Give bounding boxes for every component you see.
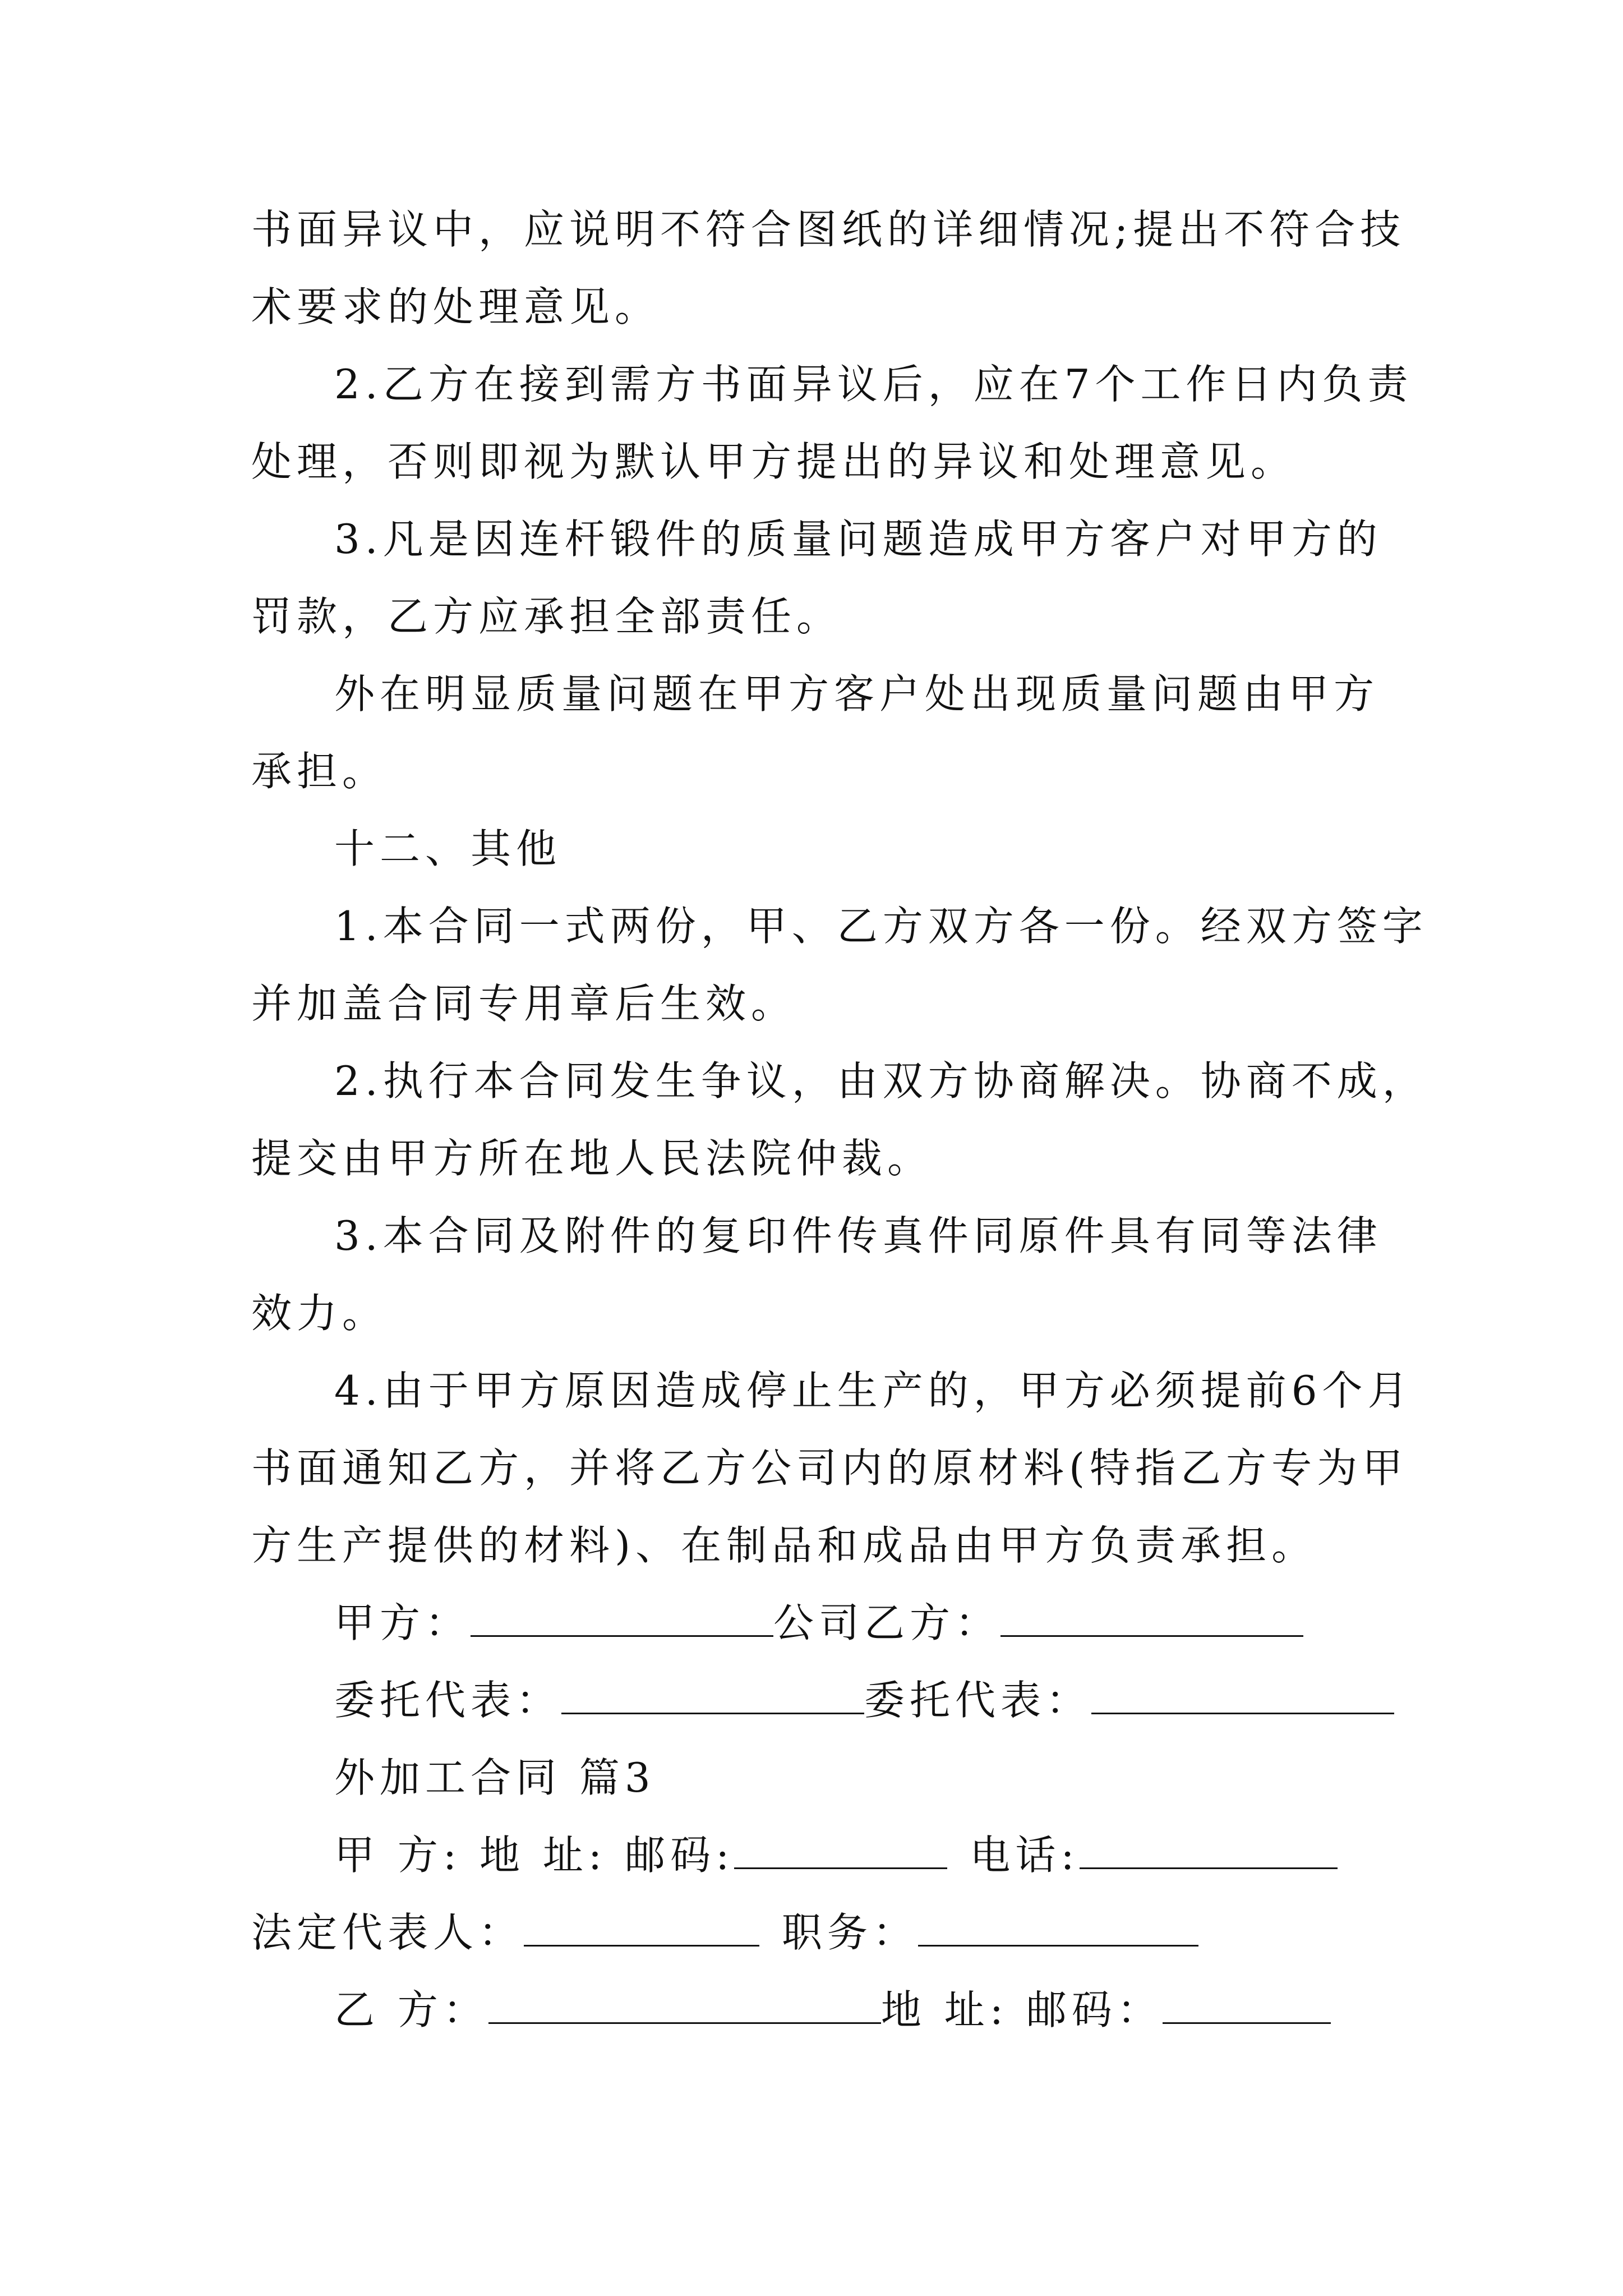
text-line: 术要求的处理意见。 <box>251 283 661 330</box>
party-b-postcode-blank[interactable] <box>1163 1987 1331 2024</box>
section-heading: 十二、其他 <box>334 825 562 872</box>
text-line: 方生产提供的材料)、在制品和成品由甲方负责承担。 <box>251 1522 1317 1569</box>
text-line: 3.凡是因连杆锻件的质量问题造成甲方客户对甲方的 <box>334 516 1382 563</box>
text-line: 书面通知乙方，并将乙方公司内的原材料(特指乙方专为甲 <box>251 1444 1408 1492</box>
form-line-party-b <box>251 1971 1384 2049</box>
party-a-blank[interactable] <box>471 1600 773 1637</box>
legal-rep-blank[interactable] <box>524 1910 759 1947</box>
text-line: 4.由于甲方原因造成停止生产的，甲方必须提前6个月 <box>334 1367 1413 1414</box>
party-b-name-blank[interactable] <box>488 1987 881 2024</box>
document-page <box>251 191 1428 2049</box>
signature-line-delegates <box>251 1662 1384 1739</box>
position-label: 职务： <box>782 1909 919 1956</box>
text-line: 2.执行本合同发生争议，由双方协商解决。协商不成， <box>334 1057 1428 1105</box>
party-b-address-postcode-label: 地 址: 邮码： <box>880 1986 1163 2033</box>
position-blank[interactable] <box>918 1910 1198 1947</box>
section-title: 外加工合同 篇3 <box>334 1754 656 1801</box>
text-line: 提交由甲方所在地人民法院仲裁。 <box>251 1135 933 1182</box>
company-party-b-label: 公司乙方： <box>773 1599 1001 1646</box>
delegate-a-blank[interactable] <box>561 1678 864 1714</box>
party-b-blank[interactable] <box>1000 1600 1303 1637</box>
text-line: 承担。 <box>251 748 388 795</box>
text-line: 效力。 <box>251 1290 388 1337</box>
postcode-blank[interactable] <box>734 1833 947 1869</box>
signature-line-parties <box>251 1584 1384 1662</box>
delegate-b-blank[interactable] <box>1091 1678 1394 1714</box>
text-line: 2.乙方在接到需方书面异议后，应在7个工作日内负责 <box>334 361 1413 408</box>
party-a-address-postcode-label: 甲 方: 地 址: 邮码: <box>334 1832 735 1879</box>
text-line: 3.本合同及附件的复印件传真件同原件具有同等法律 <box>334 1212 1382 1259</box>
contract-body <box>251 191 1428 1584</box>
text-line: 外在明显质量问题在甲方客户处出现质量问题由甲方 <box>334 670 1380 717</box>
text-line: 罚款，乙方应承担全部责任。 <box>251 593 842 640</box>
legal-rep-label: 法定代表人： <box>251 1909 524 1956</box>
phone-label: 电话: <box>970 1832 1080 1879</box>
text-line: 并加盖合同专用章后生效。 <box>251 980 797 1027</box>
text-line: 书面异议中，应说明不符合图纸的详细情况;提出不符合技 <box>251 206 1406 253</box>
form-line-legal-rep <box>251 1894 1384 1971</box>
text-line: 1.本合同一式两份，甲、乙方双方各一份。经双方签字 <box>334 903 1428 950</box>
form-line-party-a <box>251 1816 1384 1894</box>
delegate-b-label: 委托代表： <box>864 1677 1092 1724</box>
party-b-label: 乙 方： <box>334 1986 488 2033</box>
party-a-label: 甲方： <box>334 1599 471 1646</box>
phone-blank[interactable] <box>1080 1833 1338 1869</box>
delegate-a-label: 委托代表： <box>334 1677 562 1724</box>
text-line: 处理，否则即视为默认甲方提出的异议和处理意见。 <box>251 438 1297 485</box>
